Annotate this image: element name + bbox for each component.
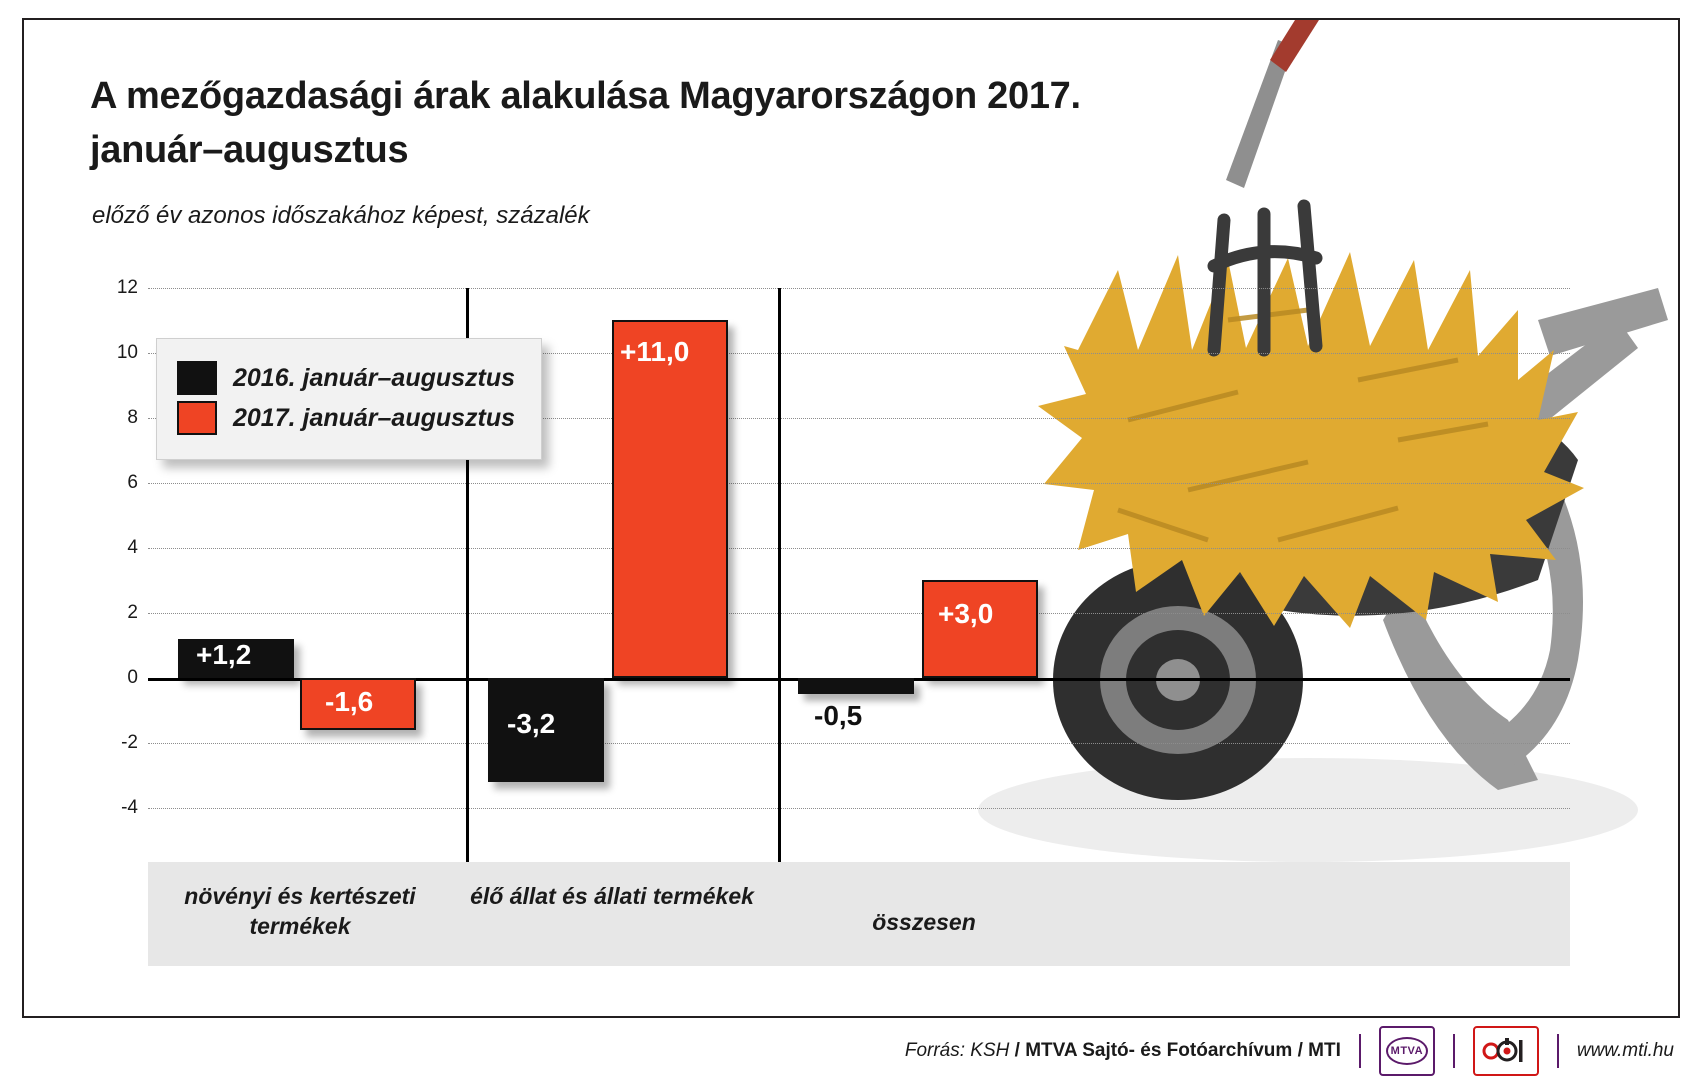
bar-label-2016-osszesen: -0,5 (814, 700, 863, 731)
legend-label-2016: 2016. január–augusztus (233, 363, 516, 392)
bar-label-2017-eloallat: +11,0 (620, 336, 690, 367)
gridline (148, 808, 1570, 810)
legend-item-2016 (177, 361, 515, 395)
page-title: A mezőgazdasági árak alakulása Magyarországon 2017. január–augusztus (90, 75, 1081, 171)
y-tick-label: 0 (127, 667, 138, 688)
category-label-novenyi: növényi és kertészeti termékek (184, 883, 416, 939)
legend-label-2017: 2017. január–augusztus (233, 403, 516, 432)
category-label-osszesen: összesen (872, 909, 976, 935)
y-tick-label: 2 (127, 602, 138, 623)
mtva-logo (1379, 1026, 1435, 1076)
source-prefix: Forrás: KSH (904, 1040, 1010, 1061)
bar-label-2016-novenyi: +1,2 (196, 639, 252, 670)
footer-divider (1557, 1034, 1559, 1068)
page-subtitle: előző év azonos időszakához képest, százalék (92, 202, 590, 229)
gridline (148, 548, 1570, 550)
gridline (148, 743, 1570, 745)
category-label-eloallat: élő állat és állati termékek (470, 883, 754, 909)
source-rest: / MTVA Sajtó- és Fotóarchívum / MTI (1009, 1040, 1341, 1061)
mti-logo (1473, 1026, 1539, 1076)
legend-swatch-2017 (177, 401, 217, 435)
y-tick-label: -4 (121, 797, 138, 818)
legend-swatch-2016 (177, 361, 217, 395)
legend-item-2017 (177, 401, 515, 435)
chart-frame (22, 18, 1680, 1018)
y-tick-label: 6 (127, 472, 138, 493)
footer-bar (22, 1022, 1680, 1080)
gridline (148, 613, 1570, 615)
bar-2016-osszesen (798, 678, 914, 694)
mti-logo-icon (1481, 1036, 1531, 1066)
y-tick-label: 4 (127, 537, 138, 558)
footer-url: www.mti.hu (1576, 1040, 1674, 1061)
footer-divider (1359, 1034, 1361, 1068)
source-text (905, 1040, 1341, 1062)
gridline (148, 483, 1570, 485)
bar-label-2017-osszesen: +3,0 (938, 598, 994, 629)
y-tick-label: 8 (127, 407, 138, 428)
bar-label-2016-eloallat: -3,2 (507, 708, 556, 739)
mtva-logo-text: MTVA (1386, 1037, 1428, 1065)
bar-label-2017-novenyi: -1,6 (325, 686, 374, 717)
category-separator (778, 288, 781, 866)
y-tick-label: 12 (116, 277, 138, 298)
chart-legend (156, 338, 542, 460)
y-tick-label: 10 (116, 342, 138, 363)
gridline (148, 288, 1570, 290)
y-tick-label: -2 (121, 732, 138, 753)
bar-2017-eloallat (612, 320, 728, 678)
footer-divider (1453, 1034, 1455, 1068)
